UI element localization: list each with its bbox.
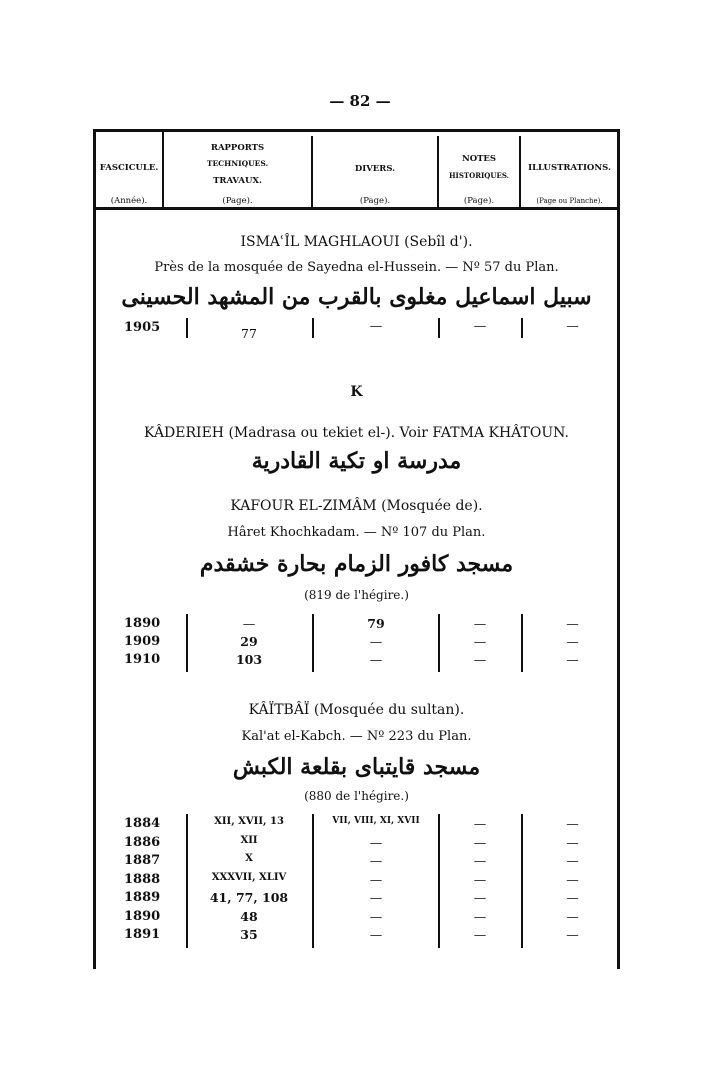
entry-location: Près de la mosquée de Sayedna el-Hussein. — Nº 57 du Plan.: [154, 260, 559, 275]
entry-title: KÂDERIEH (Madrasa ou tekiet el-). Voir FATMA KHÂTOUN.: [144, 425, 569, 441]
column-bar: [438, 814, 440, 948]
entry-arabic: مدرسة او تكية القادرية: [251, 448, 462, 474]
column-bar: [312, 318, 314, 338]
header-notes-1: NOTES: [461, 154, 497, 164]
page-number: — 82 —: [329, 92, 391, 110]
row-year: 1891: [124, 927, 161, 942]
column-bar: [186, 814, 188, 948]
column-bar: [521, 814, 523, 948]
cell-rapports: XII: [240, 834, 258, 846]
cell-rapports: 35: [240, 927, 258, 942]
entry-arabic: مسجد قايتباى بقلعة الكبش: [232, 754, 481, 780]
column-bar: [521, 318, 523, 338]
header-rapports-3: TRAVAUX.: [213, 176, 262, 186]
cell-notes: —: [473, 616, 487, 631]
cell-illus: —: [566, 908, 579, 924]
cell-divers: —: [369, 853, 383, 868]
row-year: 1905: [124, 320, 161, 335]
cell-illus: —: [566, 634, 579, 649]
entry-arabic: سبيل اسماعيل مغلوى بالقرب من المشهد الحسينى: [121, 284, 592, 310]
column-bar: [186, 318, 188, 338]
cell-divers: —: [369, 908, 383, 924]
cell-illus: —: [566, 853, 579, 868]
cell-rapports: X: [245, 853, 253, 864]
cell-notes: —: [473, 890, 487, 905]
header-illustrations: ILLUSTRATIONS.: [528, 163, 611, 173]
row-year: 1884: [124, 816, 161, 831]
cell-rapports: 41, 77, 108: [209, 890, 289, 905]
column-bar: [312, 614, 314, 672]
header-divers: DIVERS.: [354, 164, 396, 174]
cell-rapports: —: [242, 616, 256, 631]
cell-divers: —: [369, 318, 383, 333]
cell-illus: —: [566, 616, 579, 631]
cell-rapports: 48: [240, 908, 258, 924]
header-notes-2: HISTORIQUES.: [448, 171, 510, 180]
column-bar: [186, 614, 188, 672]
cell-notes: —: [473, 816, 487, 831]
entry-title: ISMAʿÎL MAGHLAOUI (Sebîl d').: [240, 234, 473, 250]
header-illustrations-sub: (Page ou Planche).: [536, 197, 603, 205]
header-rapports-1: RAPPORTS: [210, 143, 265, 153]
cell-divers: 79: [367, 616, 385, 631]
entry-date: (880 de l'hégire.): [304, 789, 409, 803]
header-fascicule: FASCICULE.: [99, 163, 159, 173]
cell-divers: —: [369, 890, 383, 905]
cell-divers: —: [369, 652, 383, 667]
row-year: 1889: [124, 890, 161, 905]
section-letter: K: [350, 384, 363, 400]
header-fascicule-sub: (Année).: [110, 196, 148, 206]
cell-rapports: 103: [235, 652, 263, 667]
entry-date: (819 de l'hégire.): [304, 588, 409, 602]
row-year: 1890: [124, 616, 161, 631]
entry-title: KÂÏTBÂÏ (Mosquée du sultan).: [248, 702, 465, 718]
cell-illus: —: [566, 834, 579, 850]
row-year: 1890: [124, 908, 161, 924]
cell-divers: —: [369, 634, 383, 649]
row-year: 1886: [124, 834, 161, 850]
cell-illus: —: [566, 816, 579, 831]
column-bar: [312, 814, 314, 948]
cell-illus: —: [566, 652, 579, 667]
header-divers-sub: (Page).: [359, 196, 391, 206]
cell-notes: —: [473, 834, 487, 850]
row-year: 1887: [124, 853, 161, 868]
cell-rapports: 29: [240, 634, 258, 649]
row-year: 1910: [124, 652, 161, 667]
entry-location: Hâret Khochkadam. — Nº 107 du Plan.: [227, 525, 486, 540]
header-notes-sub: (Page).: [463, 196, 495, 206]
cell-notes: —: [473, 634, 487, 649]
header-rapports-sub: (Page).: [222, 196, 253, 206]
cell-rapports: XII, XVII, 13: [214, 816, 284, 827]
cell-rapports: 77: [241, 326, 257, 341]
cell-divers: —: [369, 927, 383, 942]
cell-illus: —: [566, 890, 579, 905]
cell-notes: —: [473, 318, 487, 333]
cell-illus: —: [566, 927, 579, 942]
cell-notes: —: [473, 927, 487, 942]
entry-title: KAFOUR EL-ZIMÂM (Mosquée de).: [230, 498, 483, 514]
cell-notes: —: [473, 871, 487, 887]
cell-divers: VII, VIII, XI, XVII: [332, 816, 420, 826]
cell-notes: —: [473, 853, 487, 868]
entry-arabic: مسجد كافور الزمام بحارة خشقدم: [199, 551, 514, 577]
cell-illus: —: [566, 871, 579, 887]
cell-illus: —: [566, 318, 579, 333]
entry-location: Kal'at el-Kabch. — Nº 223 du Plan.: [241, 729, 472, 744]
column-bar: [438, 318, 440, 338]
cell-divers: —: [369, 834, 383, 850]
cell-notes: —: [473, 908, 487, 924]
cell-notes: —: [473, 652, 487, 667]
column-bar: [438, 614, 440, 672]
column-bar: [521, 614, 523, 672]
row-year: 1909: [124, 634, 161, 649]
cell-rapports: XXXVII, XLIV: [211, 871, 287, 883]
row-year: 1888: [124, 871, 161, 887]
cell-divers: —: [369, 871, 383, 887]
header-rapports-2: TECHNIQUES.: [206, 159, 269, 168]
